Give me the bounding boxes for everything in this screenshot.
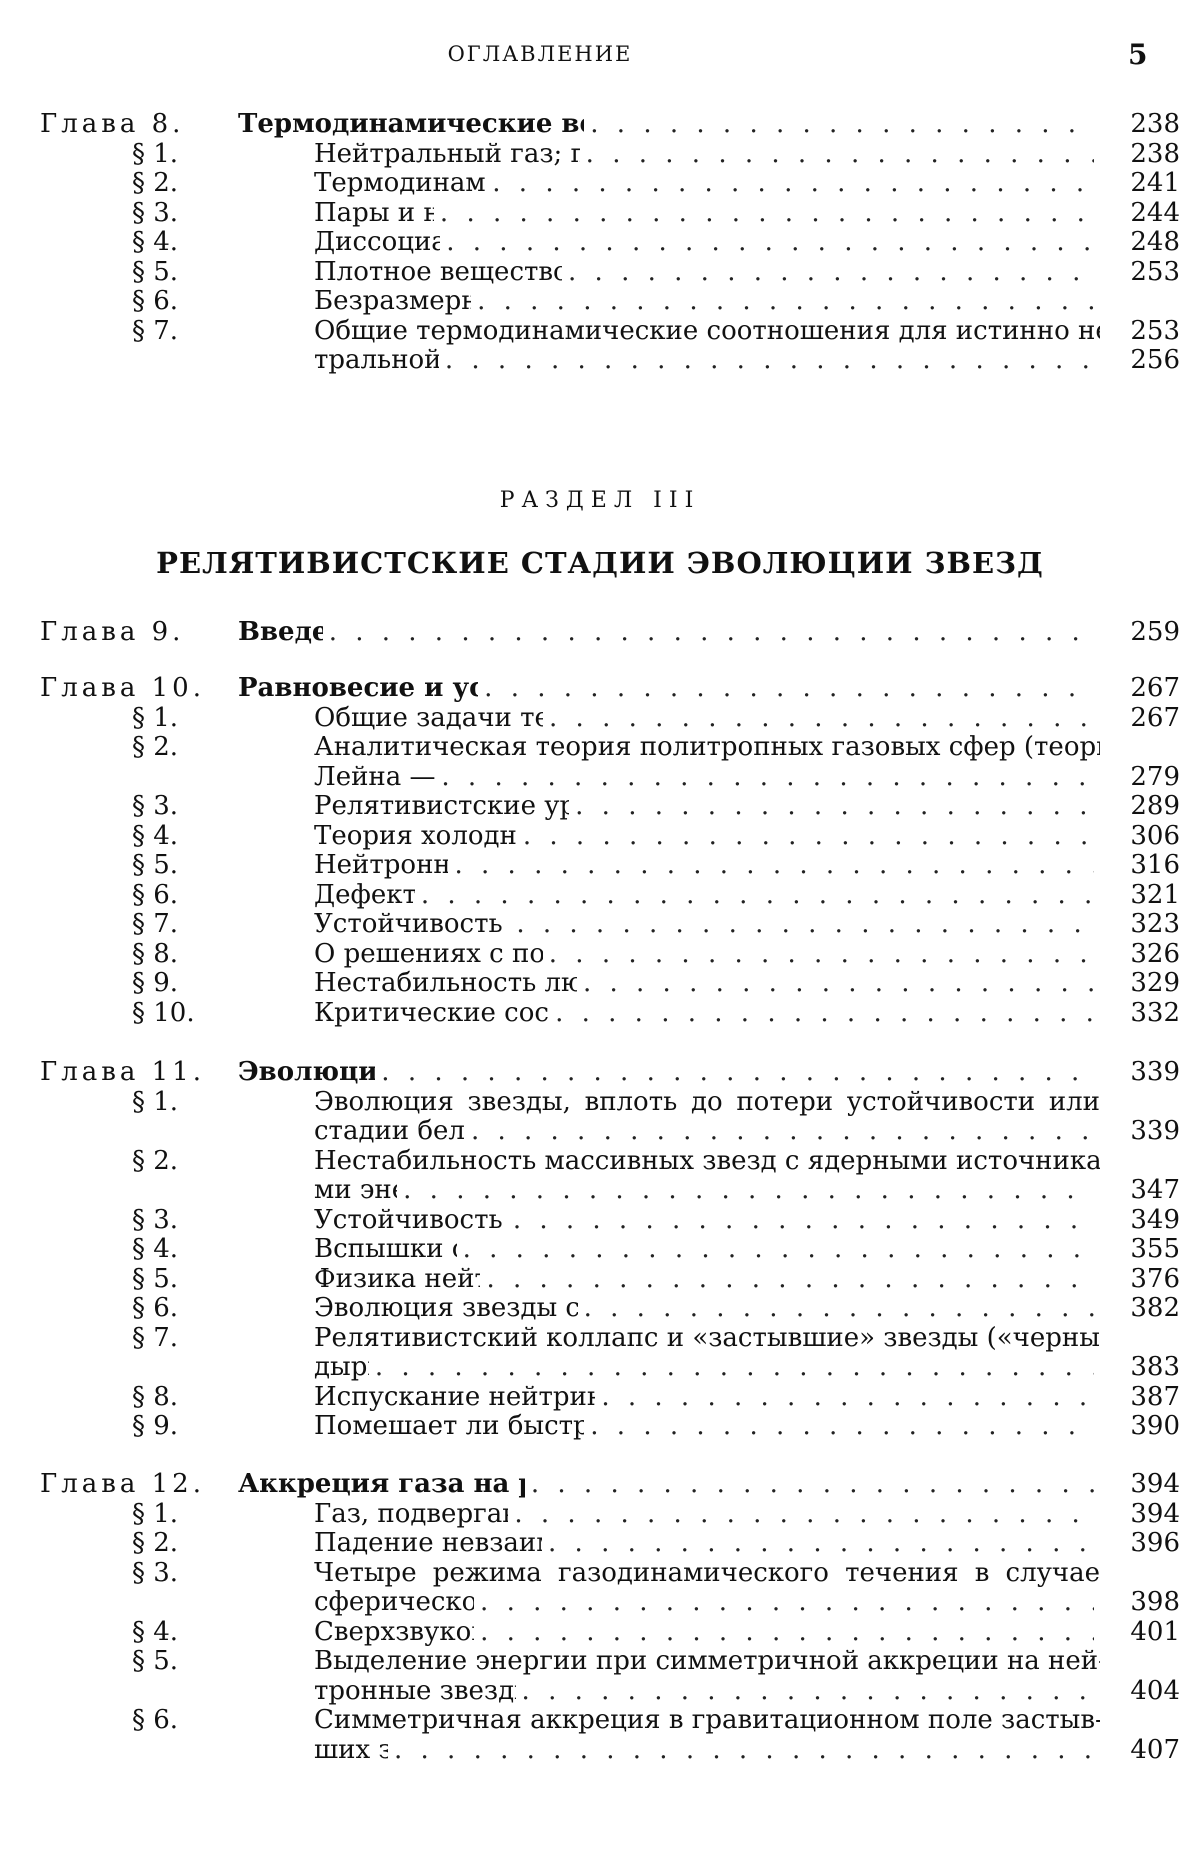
page-ref: 339: [1110, 1058, 1180, 1088]
chapter-label: Глава 9.: [40, 618, 238, 648]
entry-continuation[interactable]: [40, 1117, 1180, 1147]
page-number: 5: [1128, 38, 1147, 71]
entry-continuation[interactable]: [40, 1677, 1180, 1707]
leader-dots: . . . . . . . . . . . . . . . . . . . . . . . . .: [445, 346, 1094, 376]
page-ref: 347: [1110, 1176, 1180, 1206]
page-ref: 339: [1110, 1117, 1180, 1147]
section-entry[interactable]: [40, 1265, 1180, 1295]
page-ref: 394: [1110, 1500, 1180, 1530]
leader-dots: . . . . . . . . . . . . . . . . . . . . . . . . .: [421, 881, 1094, 911]
leader-dots: . . . . . . . . . . . . . . . . . . .: [601, 1383, 1094, 1413]
section-title: Устойчивость: [314, 1206, 507, 1236]
section-entry[interactable]: [40, 1235, 1180, 1265]
section-title: Эволюция звезды, вплоть до потери устойчивости или: [314, 1088, 1100, 1118]
page-ref: 248: [1110, 228, 1180, 258]
page-ref: 306: [1110, 822, 1180, 852]
section-number: § 6.: [40, 881, 314, 911]
section-number: § 4.: [40, 228, 314, 258]
page-ref: 323: [1110, 910, 1180, 940]
leader-dots: . . . . . . . . . . . . . . . . . . . . . . .: [480, 1588, 1094, 1618]
leader-dots: . . . . . . . . . . . . . . . . . . .: [584, 1294, 1094, 1324]
section-number: § 9.: [40, 969, 314, 999]
chapter-9-block: [40, 618, 1180, 648]
section-title: Устойчивость: [314, 910, 510, 940]
section-number: § 5.: [40, 1265, 314, 1295]
entry-continuation[interactable]: [40, 346, 1180, 376]
section-entry[interactable]: [40, 822, 1180, 852]
chapter-entry[interactable]: [40, 618, 1180, 648]
section-number: § 6.: [40, 287, 314, 317]
leader-dots: . . . . . . . . . . . . . . . . . . . . . . .: [492, 169, 1094, 199]
section-entry[interactable]: [40, 1706, 1180, 1736]
section-title: Плотное вещество: [314, 258, 562, 288]
leader-dots: . . . . . . . . . . . . . . . . . . . . . . . .: [446, 228, 1094, 258]
section-number: § 1.: [40, 1500, 314, 1530]
page-ref: 244: [1110, 199, 1180, 229]
section-title: Нейтральный газ;: [314, 140, 580, 170]
chapter-entry[interactable]: [40, 110, 1180, 140]
entry-continuation[interactable]: [40, 1353, 1180, 1383]
leader-dots: . . . . . . . . . . . . . . . . . . . . . . .: [486, 1265, 1094, 1295]
section-title: О решениях с п: [314, 940, 543, 970]
section-entry[interactable]: [40, 733, 1180, 763]
section-title: Теория холодн: [314, 822, 517, 852]
section-number: § 5.: [40, 1647, 314, 1677]
leader-dots: . . . . . . . . . . . . . . . . . . . .: [575, 792, 1094, 822]
section-entry[interactable]: [40, 1412, 1180, 1442]
section-title: Четыре режима газодинамического течения в случае: [314, 1559, 1100, 1589]
chapter-label: Глава 8.: [40, 110, 238, 140]
section-title: Аналитическая теория политропных газовых сфер (теория: [314, 733, 1100, 763]
chapter-title: Аккреция газа на: [238, 1470, 525, 1500]
section-entry[interactable]: [40, 287, 1180, 317]
section-number: § 7.: [40, 1324, 314, 1354]
entry-continuation[interactable]: [40, 1736, 1180, 1766]
section-entry[interactable]: [40, 1559, 1180, 1589]
section-title: Вспышки: [314, 1235, 457, 1265]
section-entry[interactable]: [40, 1294, 1180, 1324]
section-title: тронные звезд: [314, 1677, 516, 1707]
leader-dots: . . . . . . . . . . . . . . . . . . . . . .: [516, 910, 1094, 940]
leader-dots: . . . . . . . . . . . . . . . . . . . . .: [549, 704, 1094, 734]
section-number: § 3.: [40, 792, 314, 822]
section-entry[interactable]: [40, 228, 1180, 258]
page-ref: 396: [1110, 1529, 1180, 1559]
section-title: Симметричная аккреция в гравитационном поле застыв-: [314, 1706, 1100, 1736]
page-ref: 241: [1110, 169, 1180, 199]
part-title: РЕЛЯТИВИСТСКИЕ СТАДИИ ЭВОЛЮЦИИ ЗВЕЗД: [0, 546, 1200, 580]
section-number: § 2.: [40, 169, 314, 199]
chapter-8-block: [40, 110, 1180, 376]
section-title: Релятивистские у: [314, 792, 569, 822]
leader-dots: . . . . . . . . . . . . . . . . . . . . . .: [514, 1500, 1094, 1530]
page-ref: 401: [1110, 1618, 1180, 1648]
section-number: § 2.: [40, 1529, 314, 1559]
leader-dots: . . . . . . . . . . . . . . . . . . . . . .: [522, 1677, 1094, 1707]
section-entry[interactable]: [40, 258, 1180, 288]
section-entry[interactable]: [40, 851, 1180, 881]
page-ref: 253: [1110, 258, 1180, 288]
page-ref: 407: [1110, 1736, 1180, 1766]
section-entry[interactable]: [40, 1647, 1180, 1677]
section-number: § 3.: [40, 1559, 314, 1589]
section-title: Падение невзаи: [314, 1529, 542, 1559]
section-title: Газ, подверга: [314, 1500, 508, 1530]
entry-continuation[interactable]: [40, 1176, 1180, 1206]
section-title: тральной: [314, 346, 439, 376]
page-ref: 398: [1110, 1588, 1180, 1618]
leader-dots: . . . . . . . . . . . . . . . . . . . . . . . . . . . . .: [329, 618, 1094, 648]
section-entry[interactable]: [40, 881, 1180, 911]
page-ref: 332: [1110, 999, 1180, 1029]
chapter-title: Введ: [238, 618, 323, 648]
page-ref: 387: [1110, 1383, 1180, 1413]
page-ref: 253: [1110, 317, 1180, 347]
page-ref: 404: [1110, 1677, 1180, 1707]
page-ref: 279: [1110, 763, 1180, 793]
leader-dots: . . . . . . . . . . . . . . . . . . . . . . . .: [463, 1235, 1094, 1265]
chapter-title: Термодинамические в: [238, 110, 584, 140]
leader-dots: . . . . . . . . . . . . . . . . . . . . . . . . . . .: [381, 1058, 1094, 1088]
section-entry[interactable]: [40, 1383, 1180, 1413]
page-ref: 383: [1110, 1353, 1180, 1383]
section-title: Помешает ли быст: [314, 1412, 584, 1442]
section-number: § 6.: [40, 1706, 314, 1736]
section-title: Пары и: [314, 199, 434, 229]
section-number: § 3.: [40, 199, 314, 229]
page-ref: 329: [1110, 969, 1180, 999]
leader-dots: . . . . . . . . . . . . . . . . . . . . .: [548, 1529, 1094, 1559]
section-entry[interactable]: [40, 169, 1180, 199]
section-entry[interactable]: [40, 1529, 1180, 1559]
chapter-12-block: [40, 1470, 1180, 1765]
leader-dots: . . . . . . . . . . . . . . . . . . . . . . . . .: [441, 763, 1094, 793]
leader-dots: . . . . . . . . . . . . . . . . . . . .: [555, 999, 1094, 1029]
chapter-label: Глава 11.: [40, 1058, 238, 1088]
section-title: Выделение энергии при симметричной аккреции на ней-: [314, 1647, 1100, 1677]
section-entry[interactable]: [40, 199, 1180, 229]
section-title: Критические сос: [314, 999, 549, 1029]
section-number: § 1.: [40, 1088, 314, 1118]
page-ref: 289: [1110, 792, 1180, 822]
section-number: § 8.: [40, 940, 314, 970]
running-title: ОГЛАВЛЕНИЕ: [0, 42, 1080, 66]
section-title: Испускание нейтри: [314, 1383, 595, 1413]
page-ref: 382: [1110, 1294, 1180, 1324]
leader-dots: . . . . . . . . . . . . . . . . . . . . . .: [513, 1206, 1094, 1236]
page-ref: 349: [1110, 1206, 1180, 1236]
chapter-11-block: [40, 1058, 1180, 1442]
section-number: § 7.: [40, 317, 314, 347]
section-number: § 7.: [40, 910, 314, 940]
leader-dots: . . . . . . . . . . . . . . . . . . . . . . .: [480, 1618, 1094, 1648]
page-ref: 355: [1110, 1235, 1180, 1265]
section-entry[interactable]: [40, 1147, 1180, 1177]
section-entry[interactable]: [40, 140, 1180, 170]
section-title: Релятивистский коллапс и «застывшие» звезды («черные: [314, 1324, 1100, 1354]
section-entry[interactable]: [40, 969, 1180, 999]
section-entry[interactable]: [40, 792, 1180, 822]
chapter-10-block: [40, 674, 1180, 1028]
section-title: Лейна —: [314, 763, 435, 793]
section-entry[interactable]: [40, 1206, 1180, 1236]
section-number: § 1.: [40, 704, 314, 734]
section-title: Эволюция звезды: [314, 1294, 578, 1324]
page-ref: 267: [1110, 704, 1180, 734]
entry-continuation[interactable]: [40, 763, 1180, 793]
section-number: § 5.: [40, 258, 314, 288]
leader-dots: . . . . . . . . . . . . . . . . . . . . . . .: [477, 287, 1094, 317]
chapter-label: Глава 10.: [40, 674, 238, 704]
section-entry[interactable]: [40, 1500, 1180, 1530]
leader-dots: . . . . . . . . . . . . . . . . . . . . . . . . . . .: [375, 1353, 1094, 1383]
section-number: § 2.: [40, 1147, 314, 1177]
page-ref: 394: [1110, 1470, 1180, 1500]
leader-dots: . . . . . . . . . . . . . . . . . . . . .: [549, 940, 1094, 970]
toc-page: [0, 0, 1200, 1851]
leader-dots: . . . . . . . . . . . . . . . . . . . . . . . .: [471, 1117, 1094, 1147]
leader-dots: . . . . . . . . . . . . . . . . . . . . . . . .: [454, 851, 1094, 881]
section-title: дыр: [314, 1353, 369, 1383]
section-title: Нейтрон: [314, 851, 448, 881]
section-entry[interactable]: [40, 1618, 1180, 1648]
section-title: Дефект: [314, 881, 415, 911]
leader-dots: . . . . . . . . . . . . . . . . . . . . . . . . .: [440, 199, 1094, 229]
page-ref: 326: [1110, 940, 1180, 970]
entry-continuation[interactable]: [40, 1588, 1180, 1618]
section-number: § 10.: [40, 999, 314, 1029]
section-title: Нестабильность массивных звезд с ядерными источника-: [314, 1147, 1100, 1177]
page-ref: 238: [1110, 140, 1180, 170]
chapter-entry[interactable]: [40, 1470, 1180, 1500]
section-title: Общие задачи т: [314, 704, 543, 734]
leader-dots: . . . . . . . . . . . . . . . . . . .: [586, 140, 1094, 170]
section-title: Диссоци: [314, 228, 440, 258]
page-ref: 376: [1110, 1265, 1180, 1295]
section-title: ми эн: [314, 1176, 397, 1206]
page-ref: 259: [1110, 618, 1180, 648]
section-entry[interactable]: [40, 317, 1180, 347]
chapter-label: Глава 12.: [40, 1470, 238, 1500]
section-entry[interactable]: [40, 704, 1180, 734]
leader-dots: . . . . . . . . . . . . . . . . . . . . . . . . . .: [394, 1736, 1094, 1766]
section-number: § 6.: [40, 1294, 314, 1324]
section-title: стадии бел: [314, 1117, 465, 1147]
section-number: § 3.: [40, 1206, 314, 1236]
chapter-entry[interactable]: [40, 1058, 1180, 1088]
section-title: Термодинам: [314, 169, 486, 199]
section-title: Безразмер: [314, 287, 471, 317]
page-header: [0, 34, 1200, 74]
section-number: § 4.: [40, 1618, 314, 1648]
section-number: § 1.: [40, 140, 314, 170]
page-ref: 238: [1110, 110, 1180, 140]
section-title: Нестабильность л: [314, 969, 577, 999]
section-title: Общие термодинамические соотношения для истинно ней-: [314, 317, 1100, 347]
section-number: § 4.: [40, 822, 314, 852]
section-title: сферическ: [314, 1588, 474, 1618]
page-ref: 321: [1110, 881, 1180, 911]
leader-dots: . . . . . . . . . . . . . . . . . . . .: [568, 258, 1094, 288]
chapter-title: Равновесие и у: [238, 674, 478, 704]
leader-dots: . . . . . . . . . . . . . . . . . . .: [590, 1412, 1094, 1442]
chapter-entry[interactable]: [40, 674, 1180, 704]
section-title: ших: [314, 1736, 388, 1766]
section-title: Сверхзвуко: [314, 1618, 474, 1648]
part-label: РАЗДЕЛ III: [0, 488, 1200, 513]
section-number: § 9.: [40, 1412, 314, 1442]
section-entry[interactable]: [40, 1324, 1180, 1354]
page-ref: 256: [1110, 346, 1180, 376]
section-entry[interactable]: [40, 1088, 1180, 1118]
leader-dots: . . . . . . . . . . . . . . . . . . .: [590, 110, 1094, 140]
section-number: § 4.: [40, 1235, 314, 1265]
leader-dots: . . . . . . . . . . . . . . . . . . .: [583, 969, 1094, 999]
page-ref: 390: [1110, 1412, 1180, 1442]
leader-dots: . . . . . . . . . . . . . . . . . . . . .: [531, 1470, 1094, 1500]
leader-dots: . . . . . . . . . . . . . . . . . . . . . . .: [484, 674, 1094, 704]
page-ref: 267: [1110, 674, 1180, 704]
section-number: § 2.: [40, 733, 314, 763]
section-entry[interactable]: [40, 999, 1180, 1029]
leader-dots: . . . . . . . . . . . . . . . . . . . . . . . . . .: [403, 1176, 1094, 1206]
section-title: Физика ней: [314, 1265, 480, 1295]
section-entry[interactable]: [40, 940, 1180, 970]
section-number: § 8.: [40, 1383, 314, 1413]
section-entry[interactable]: [40, 910, 1180, 940]
section-number: § 5.: [40, 851, 314, 881]
leader-dots: . . . . . . . . . . . . . . . . . . . . . .: [523, 822, 1094, 852]
page-ref: 316: [1110, 851, 1180, 881]
chapter-title: Эволюц: [238, 1058, 375, 1088]
